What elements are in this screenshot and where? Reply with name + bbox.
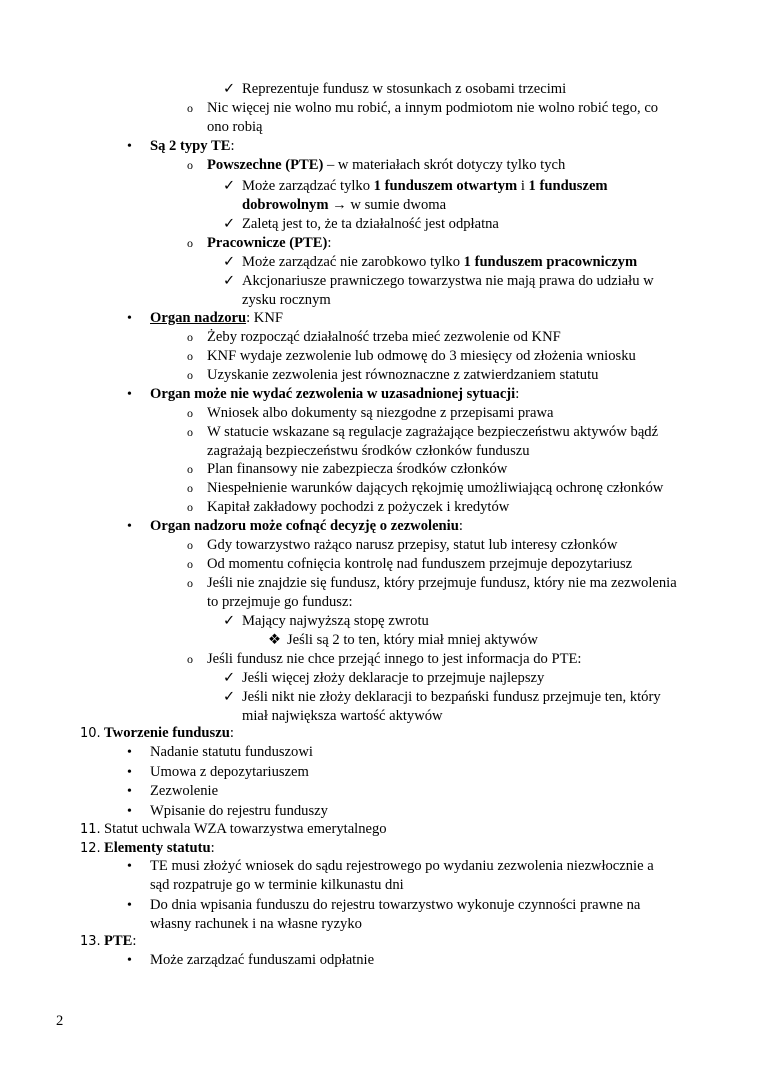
bullet-icon: • bbox=[127, 804, 132, 819]
checkmark-icon: ✓ bbox=[223, 178, 236, 194]
text-line bbox=[207, 460, 507, 479]
list-number: 12. bbox=[80, 841, 101, 856]
text-run: Zaletą jest to, że ta działalność jest odpłatna bbox=[242, 216, 499, 232]
text-line bbox=[207, 442, 530, 461]
circle-bullet-icon: o bbox=[187, 576, 193, 590]
text-run: Wniosek albo dokumenty są niezgodne z przepisami prawa bbox=[207, 405, 554, 421]
text-line bbox=[242, 196, 446, 215]
circle-bullet-icon: o bbox=[187, 652, 193, 666]
circle-bullet-icon: o bbox=[187, 406, 193, 420]
text-run: Organ nadzoru może cofnąć decyzję o zezwoleniu bbox=[150, 518, 459, 534]
text-line bbox=[150, 137, 235, 156]
text-line bbox=[242, 80, 566, 99]
text-run: Pracownicze (PTE) bbox=[207, 235, 328, 251]
text-line bbox=[150, 951, 374, 970]
checkmark-icon: ✓ bbox=[223, 689, 236, 705]
text-line bbox=[242, 177, 608, 196]
text-line bbox=[242, 215, 499, 234]
text-run: : bbox=[515, 386, 520, 402]
text-run: i bbox=[517, 178, 529, 194]
circle-bullet-icon: o bbox=[187, 330, 193, 344]
text-line bbox=[207, 650, 581, 669]
text-run: : bbox=[327, 235, 332, 251]
bullet-icon: • bbox=[127, 519, 132, 534]
circle-bullet-icon: o bbox=[187, 368, 193, 382]
bullet-icon: • bbox=[127, 859, 132, 874]
text-line bbox=[242, 272, 654, 291]
text-run: Nic więcej nie wolno mu robić, a innym podmiotom nie wolno robić tego, co bbox=[207, 100, 659, 116]
text-line bbox=[242, 707, 443, 726]
page-number: 2 bbox=[56, 1013, 64, 1029]
text-run: – w materiałach skrót dotyczy tylko tych bbox=[323, 157, 566, 173]
text-run: Jeśli fundusz nie chce przejąć innego to jest informacja do PTE: bbox=[207, 651, 582, 667]
text-run: Kapitał zakładowy pochodzi z pożyczek i kredytów bbox=[207, 499, 510, 515]
text-run: 1 funduszem pracowniczym bbox=[463, 254, 638, 270]
text-line bbox=[207, 479, 663, 498]
text-run: dobrowolnym bbox=[242, 197, 329, 213]
text-run: Może zarządzać nie zarobkowo tylko bbox=[242, 254, 464, 270]
bullet-icon: • bbox=[127, 784, 132, 799]
text-run: : bbox=[132, 933, 137, 949]
checkmark-icon: ✓ bbox=[223, 613, 236, 629]
text-line bbox=[207, 118, 263, 137]
text-run: Organ może nie wydać zezwolenia w uzasadnionej sytuacji bbox=[150, 386, 516, 402]
text-run: zagrażają bezpieczeństwu środków członków funduszu bbox=[207, 443, 530, 459]
checkmark-icon: ✓ bbox=[223, 670, 236, 686]
text-line bbox=[150, 763, 309, 782]
text-line bbox=[242, 253, 637, 272]
text-line bbox=[104, 839, 215, 858]
text-run: : KNF bbox=[246, 310, 283, 326]
circle-bullet-icon: o bbox=[187, 462, 193, 476]
text-run: Akcjonariusze prawniczego towarzystwa nie mają prawa do udziału w bbox=[242, 273, 654, 289]
bullet-icon: • bbox=[127, 139, 132, 154]
text-line bbox=[150, 857, 654, 876]
circle-bullet-icon: o bbox=[187, 538, 193, 552]
text-line bbox=[207, 555, 632, 574]
text-line bbox=[150, 517, 463, 536]
text-line bbox=[207, 423, 658, 442]
bullet-icon: • bbox=[127, 898, 132, 913]
text-line bbox=[242, 612, 429, 631]
text-run: Nadanie statutu funduszowi bbox=[150, 744, 313, 760]
text-run: w sumie dwoma bbox=[346, 197, 447, 213]
text-run: Uzyskanie zezwolenia jest równoznaczne z zatwierdzaniem statutu bbox=[207, 367, 599, 383]
text-run: to przejmuje go fundusz: bbox=[207, 594, 353, 610]
circle-bullet-icon: o bbox=[187, 236, 193, 250]
circle-bullet-icon: o bbox=[187, 557, 193, 571]
text-line bbox=[242, 291, 331, 310]
text-line bbox=[207, 404, 554, 423]
text-run: Tworzenie funduszu bbox=[104, 725, 230, 741]
circle-bullet-icon: o bbox=[187, 101, 193, 115]
checkmark-icon: ✓ bbox=[223, 81, 236, 97]
text-line bbox=[150, 876, 404, 895]
text-run: Może zarządzać funduszami odpłatnie bbox=[150, 952, 375, 968]
text-run: Jeśli więcej złoży deklaracje to przejmuje najlepszy bbox=[242, 670, 545, 686]
text-line bbox=[104, 932, 136, 951]
text-run: 1 funduszem bbox=[528, 178, 608, 194]
text-run: Powszechne (PTE) bbox=[207, 157, 324, 173]
text-run: 1 funduszem otwartym bbox=[373, 178, 518, 194]
text-run: → bbox=[332, 197, 347, 213]
text-line bbox=[207, 593, 353, 612]
text-line bbox=[207, 536, 617, 555]
text-run: W statucie wskazane są regulacje zagrażające bezpieczeństwu aktywów bądź bbox=[207, 424, 659, 440]
checkmark-icon: ✓ bbox=[223, 254, 236, 270]
text-line bbox=[207, 156, 565, 175]
text-line bbox=[207, 99, 658, 118]
text-line bbox=[242, 669, 544, 688]
checkmark-icon: ✓ bbox=[223, 273, 236, 289]
text-line bbox=[207, 328, 561, 347]
text-run: TE musi złożyć wniosek do sądu rejestrowego po wydaniu zezwolenia niezwłocznie a bbox=[150, 858, 654, 874]
list-number: 10. bbox=[80, 726, 101, 741]
circle-bullet-icon: o bbox=[187, 500, 193, 514]
text-run: Statut uchwala WZA towarzystwa emerytalnego bbox=[104, 821, 387, 837]
checkmark-icon: ✓ bbox=[223, 216, 236, 232]
text-run: Umowa z depozytariuszem bbox=[150, 764, 309, 780]
text-run: Elementy statutu bbox=[104, 840, 211, 856]
text-run: PTE bbox=[104, 933, 133, 949]
text-run: Wpisanie do rejestru funduszy bbox=[150, 803, 328, 819]
circle-bullet-icon: o bbox=[187, 425, 193, 439]
bullet-icon: • bbox=[127, 953, 132, 968]
text-line bbox=[207, 498, 509, 517]
text-line bbox=[150, 743, 313, 762]
list-number: 11. bbox=[80, 822, 101, 837]
text-line bbox=[150, 802, 328, 821]
bullet-icon: • bbox=[127, 745, 132, 760]
text-run: miał największa wartość aktywów bbox=[242, 708, 443, 724]
text-line bbox=[150, 309, 283, 328]
text-run: ono robią bbox=[207, 119, 263, 135]
text-run: zysku rocznym bbox=[242, 292, 331, 308]
text-line bbox=[207, 574, 677, 593]
text-run: Organ nadzoru bbox=[150, 310, 247, 326]
bullet-icon: • bbox=[127, 387, 132, 402]
text-run: : bbox=[229, 725, 234, 741]
text-run: Niespełnienie warunków dających rękojmię umożliwiającą ochronę członków bbox=[207, 480, 664, 496]
text-run: Są 2 typy TE bbox=[150, 138, 231, 154]
text-run: : bbox=[210, 840, 215, 856]
text-run: : bbox=[458, 518, 463, 534]
text-run: Od momentu cofnięcia kontrolę nad funduszem przejmuje depozytariusz bbox=[207, 556, 633, 572]
circle-bullet-icon: o bbox=[187, 158, 193, 172]
text-line bbox=[150, 385, 519, 404]
text-line bbox=[150, 782, 218, 801]
list-number: 13. bbox=[80, 934, 101, 949]
text-run: Do dnia wpisania funduszu do rejestru towarzystwo wykonuje czynności prawne na bbox=[150, 897, 641, 913]
text-run: własny rachunek i na własne ryzyko bbox=[150, 916, 362, 932]
text-line bbox=[104, 820, 387, 839]
text-run: Może zarządzać tylko bbox=[242, 178, 374, 194]
text-run: Jeśli są 2 to ten, który miał mniej aktywów bbox=[287, 632, 538, 648]
text-run: Plan finansowy nie zabezpiecza środków członków bbox=[207, 461, 508, 477]
text-run: Jeśli nie znajdzie się fundusz, który przejmuje fundusz, który nie ma zezwolenia bbox=[207, 575, 677, 591]
text-run: Żeby rozpocząć działalność trzeba mieć zezwolenie od KNF bbox=[207, 329, 561, 345]
text-line bbox=[207, 347, 636, 366]
circle-bullet-icon: o bbox=[187, 481, 193, 495]
text-run: : bbox=[230, 138, 235, 154]
text-run: Mający najwyższą stopę zwrotu bbox=[242, 613, 429, 629]
text-run: Jeśli nikt nie złoży deklaracji to bezpański fundusz przejmuje ten, który bbox=[242, 689, 661, 705]
text-line bbox=[150, 896, 640, 915]
text-run: sąd rozpatruje go w terminie kilkunastu dni bbox=[150, 877, 404, 893]
text-run: Reprezentuje fundusz w stosunkach z osobami trzecimi bbox=[242, 81, 567, 97]
bullet-icon: • bbox=[127, 765, 132, 780]
text-run: KNF wydaje zezwolenie lub odmowę do 3 miesięcy od złożenia wniosku bbox=[207, 348, 636, 364]
text-run: Gdy towarzystwo rażąco narusz przepisy, statut lub interesy członków bbox=[207, 537, 618, 553]
text-line bbox=[150, 915, 362, 934]
text-line bbox=[242, 688, 661, 707]
diamond-bullet-icon: ❖ bbox=[268, 632, 282, 648]
text-line bbox=[207, 234, 331, 253]
text-run: Zezwolenie bbox=[150, 783, 219, 799]
bullet-icon: • bbox=[127, 311, 132, 326]
text-line bbox=[287, 631, 538, 650]
circle-bullet-icon: o bbox=[187, 349, 193, 363]
text-line bbox=[207, 366, 598, 385]
text-line bbox=[104, 724, 234, 743]
